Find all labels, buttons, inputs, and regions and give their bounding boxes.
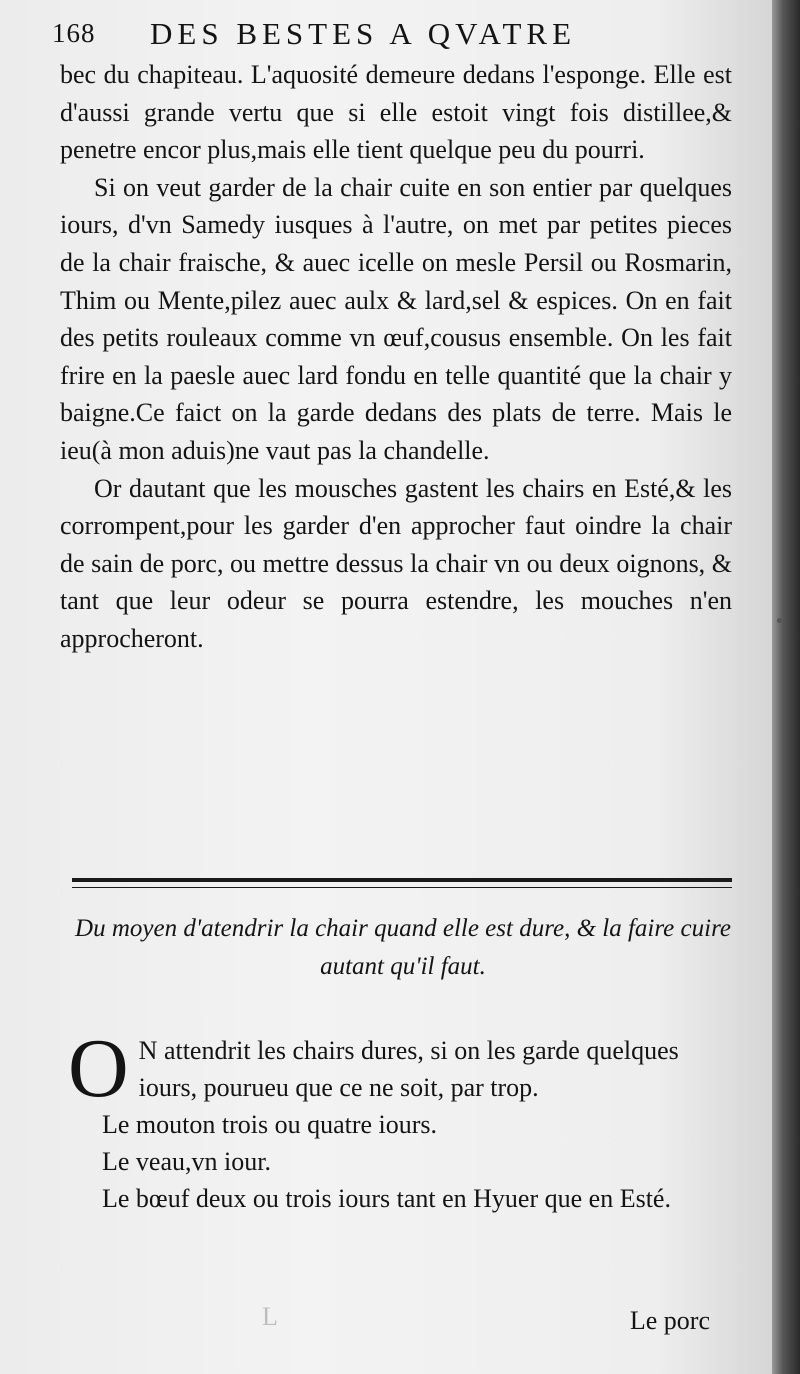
page-header — [52, 14, 742, 54]
first-paragraph — [68, 1022, 738, 1115]
running-head: DES BESTES A QVATRE — [150, 16, 577, 51]
main-text — [60, 56, 732, 658]
page-number: 168 — [52, 18, 96, 48]
paragraph-mousches: Or dautant que les mousches gastent les chairs en Esté,& les corrompent,pour les garder d'en approcher faut oindre la chair de sain de porc, ou mettre dessus la chair vn ou deux oignons, & tant que leur odeur se pourra estendre, les mouches n'en approcheront. — [60, 473, 732, 653]
catchword: Le porc — [629, 1306, 710, 1335]
section-divider — [72, 878, 732, 882]
signature-mark: L — [262, 1302, 278, 1331]
list-item: Le mouton trois ou quatre iours. — [102, 1110, 438, 1139]
section-title: Du moyen d'atendrir la chair quand elle est dure, & la faire cuire autant qu'il faut. — [75, 915, 731, 980]
paragraph-esponge: bec du chapiteau. L'aquosité demeure dedans l'esponge. Elle est d'aussi grande vertu que si elle estoit vingt fois distillee,& penetre encor plus,mais elle tient quelque peu du pourri. — [60, 60, 732, 165]
paragraph-chair-cuite: Si on veut garder de la chair cuite en son entier par quelques iours, d'vn Samedy iusques à l'autre, on met par petites pieces de la chair fraische, & auec icelle on mesle Persil ou Rosmarin, Thim ou Mente,pilez auec aulx & lard,sel & espices. On en fait des petits rouleaux comme vn œuf,cousus ensemble. On les fait frire en la paesle auec lard fondu en telle quantité que la chair y baigne.Ce faict on la garde dedans des plats de terre. Mais le ieu(à mon aduis)ne vaut pas la chandelle. — [60, 172, 732, 465]
margin-mark — [777, 618, 782, 623]
section-body — [68, 1022, 738, 1217]
binding-gutter — [772, 0, 800, 1374]
list-item: Le veau,vn iour. — [102, 1147, 271, 1176]
drop-cap: O — [68, 1022, 129, 1115]
first-paragraph-text: N attendrit les chairs dures, si on les garde quelques iours, pourueu que ce ne soit, par trop. — [138, 1036, 679, 1102]
list-item: Le bœuf deux ou trois iours tant en Hyuer que en Esté. — [102, 1184, 671, 1213]
section-divider-thin — [72, 887, 732, 888]
